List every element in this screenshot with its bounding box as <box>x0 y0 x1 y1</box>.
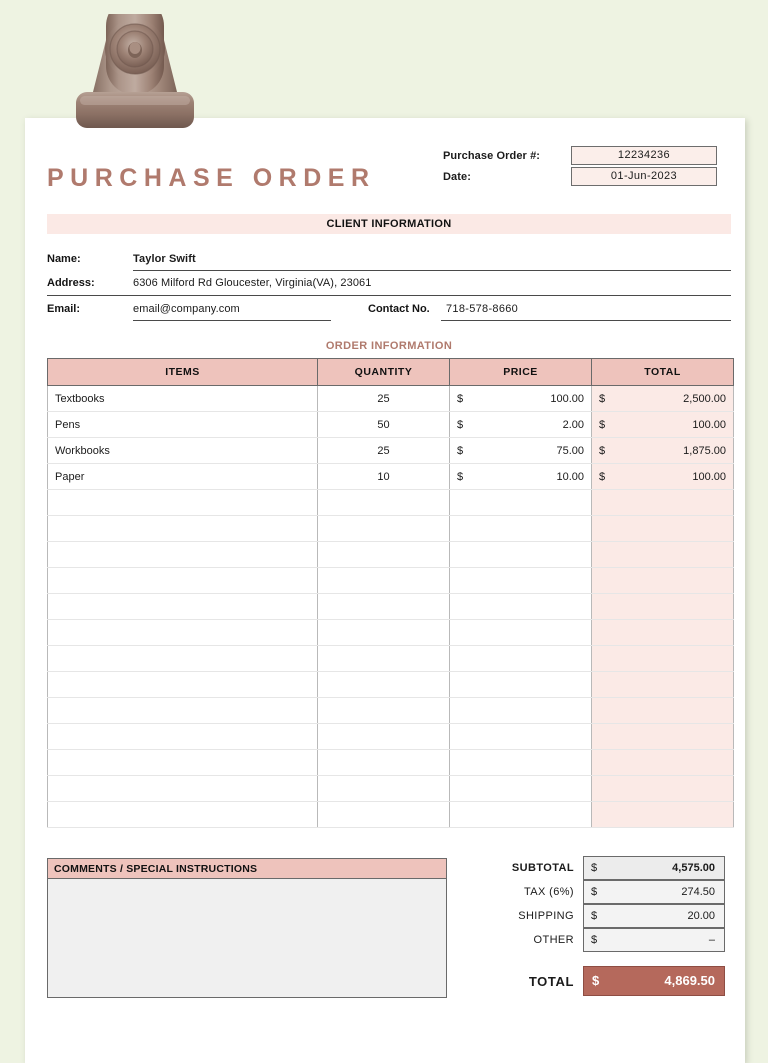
cell-total[interactable] <box>592 620 734 646</box>
cell-item[interactable] <box>48 542 318 568</box>
cell-price[interactable] <box>450 516 592 542</box>
order-items-body <box>48 386 734 828</box>
cell-total[interactable] <box>592 568 734 594</box>
date-field[interactable]: 01-Jun-2023 <box>571 167 717 186</box>
cell-quantity[interactable] <box>318 698 450 724</box>
cell-item[interactable] <box>48 672 318 698</box>
price-currency: $ <box>457 418 464 431</box>
date-label: Date: <box>443 170 472 183</box>
client-email-value[interactable]: email@company.com <box>133 302 240 315</box>
shipping-field[interactable] <box>583 904 725 928</box>
cell-price[interactable] <box>450 776 592 802</box>
cell-quantity[interactable]: 10 <box>318 464 450 490</box>
cell-total[interactable] <box>592 386 734 412</box>
cell-price[interactable] <box>450 568 592 594</box>
cell-quantity[interactable] <box>318 776 450 802</box>
cell-item[interactable] <box>48 776 318 802</box>
purchase-order-number-label: Purchase Order #: <box>443 149 541 162</box>
price-value: 100.00 <box>550 392 584 405</box>
purchase-order-number-row <box>443 146 731 165</box>
comments-heading: COMMENTS / SPECIAL INSTRUCTIONS <box>48 859 446 879</box>
cell-quantity[interactable] <box>318 594 450 620</box>
client-contact-label: Contact No. <box>368 302 430 315</box>
cell-item[interactable]: Workbooks <box>48 438 318 464</box>
cell-price[interactable] <box>450 802 592 828</box>
grand-total-row <box>465 966 733 996</box>
cell-quantity[interactable] <box>318 542 450 568</box>
cell-total[interactable] <box>592 412 734 438</box>
cell-price[interactable] <box>450 386 592 412</box>
other-row <box>465 928 733 952</box>
order-information-heading: ORDER INFORMATION <box>325 340 453 352</box>
page-title: PURCHASE ORDER <box>47 164 376 192</box>
cell-price[interactable] <box>450 412 592 438</box>
client-name-value[interactable]: Taylor Swift <box>133 252 196 265</box>
cell-total[interactable] <box>592 438 734 464</box>
table-row-empty <box>48 776 734 802</box>
order-meta-block <box>443 146 731 188</box>
shipping-row <box>465 904 733 928</box>
cell-total[interactable] <box>592 724 734 750</box>
cell-total[interactable] <box>592 542 734 568</box>
totals-section <box>465 856 733 996</box>
table-row-empty <box>48 724 734 750</box>
cell-item[interactable] <box>48 698 318 724</box>
cell-total[interactable] <box>592 698 734 724</box>
tax-row <box>465 880 733 904</box>
client-address-row <box>47 271 731 296</box>
table-row-empty <box>48 646 734 672</box>
client-address-value[interactable]: 6306 Milford Rd Gloucester, Virginia(VA), 23061 <box>133 277 372 289</box>
total-currency: $ <box>599 470 606 483</box>
subtotal-field[interactable] <box>583 856 725 880</box>
cell-quantity[interactable] <box>318 802 450 828</box>
client-email-row <box>47 296 731 321</box>
clipboard-clip-icon <box>62 14 208 132</box>
cell-price[interactable] <box>450 646 592 672</box>
cell-item[interactable] <box>48 620 318 646</box>
table-row <box>48 464 734 490</box>
shipping-currency: $ <box>591 910 598 922</box>
client-email-underline <box>133 320 331 321</box>
cell-quantity[interactable]: 50 <box>318 412 450 438</box>
shipping-value: 20.00 <box>687 910 715 922</box>
price-currency: $ <box>457 470 464 483</box>
table-row-empty <box>48 802 734 828</box>
table-row-empty <box>48 698 734 724</box>
client-contact-value[interactable]: 718-578-8660 <box>446 302 519 315</box>
price-currency: $ <box>457 444 464 457</box>
column-header-total: TOTAL <box>592 359 734 386</box>
cell-item[interactable]: Paper <box>48 464 318 490</box>
cell-price[interactable] <box>450 620 592 646</box>
grand-total-value: 4,869.50 <box>664 973 715 988</box>
price-value: 75.00 <box>556 444 584 457</box>
cell-price[interactable] <box>450 698 592 724</box>
cell-price[interactable] <box>450 438 592 464</box>
client-name-label: Name: <box>47 252 81 265</box>
total-value: 1,875.00 <box>683 444 726 457</box>
table-row-empty <box>48 490 734 516</box>
client-name-row <box>47 246 731 271</box>
cell-item[interactable] <box>48 568 318 594</box>
cell-total[interactable] <box>592 802 734 828</box>
subtotal-currency: $ <box>591 862 598 874</box>
client-email-label: Email: <box>47 302 81 315</box>
price-currency: $ <box>457 392 464 405</box>
table-row-empty <box>48 594 734 620</box>
comments-input[interactable] <box>48 879 446 997</box>
cell-price[interactable] <box>450 724 592 750</box>
cell-price[interactable] <box>450 672 592 698</box>
table-row-empty <box>48 516 734 542</box>
total-currency: $ <box>599 444 606 457</box>
total-value: 100.00 <box>692 418 726 431</box>
cell-item[interactable]: Pens <box>48 412 318 438</box>
tax-label: TAX (6%) <box>523 886 574 898</box>
subtotal-value: 4,575.00 <box>672 862 715 874</box>
cell-total[interactable] <box>592 646 734 672</box>
tax-field[interactable] <box>583 880 725 904</box>
table-row-empty <box>48 620 734 646</box>
cell-total[interactable] <box>592 594 734 620</box>
grand-total-label: TOTAL <box>528 973 574 989</box>
other-value: – <box>708 934 715 946</box>
cell-item[interactable]: Textbooks <box>48 386 318 412</box>
cell-quantity[interactable] <box>318 620 450 646</box>
cell-total[interactable] <box>592 776 734 802</box>
grand-total-currency: $ <box>592 973 600 988</box>
table-row-empty <box>48 568 734 594</box>
purchase-order-number-field[interactable]: 12234236 <box>571 146 717 165</box>
comments-box <box>47 858 447 998</box>
cell-item[interactable] <box>48 516 318 542</box>
cell-quantity[interactable] <box>318 750 450 776</box>
order-items-table <box>47 358 734 828</box>
cell-item[interactable] <box>48 594 318 620</box>
cell-quantity[interactable] <box>318 646 450 672</box>
shipping-label: SHIPPING <box>518 910 574 922</box>
tax-currency: $ <box>591 886 598 898</box>
other-field[interactable] <box>583 928 725 952</box>
cell-quantity[interactable] <box>318 516 450 542</box>
table-row <box>48 386 734 412</box>
cell-total[interactable] <box>592 672 734 698</box>
client-information-heading: CLIENT INFORMATION <box>47 214 731 234</box>
table-row-empty <box>48 750 734 776</box>
date-row <box>443 167 731 186</box>
price-value: 10.00 <box>556 470 584 483</box>
cell-price[interactable] <box>450 594 592 620</box>
cell-price[interactable] <box>450 750 592 776</box>
table-row-empty <box>48 542 734 568</box>
table-row <box>48 438 734 464</box>
cell-quantity[interactable] <box>318 568 450 594</box>
cell-quantity[interactable]: 25 <box>318 438 450 464</box>
subtotal-label: SUBTOTAL <box>511 862 574 874</box>
totals-spacer <box>465 952 733 966</box>
cell-quantity[interactable] <box>318 672 450 698</box>
document-sheet <box>25 118 745 1063</box>
price-value: 2.00 <box>562 418 584 431</box>
client-address-label: Address: <box>47 277 95 289</box>
cell-total[interactable] <box>592 750 734 776</box>
cell-item[interactable] <box>48 724 318 750</box>
total-value: 100.00 <box>692 470 726 483</box>
column-header-quantity: QUANTITY <box>318 359 450 386</box>
cell-total[interactable] <box>592 464 734 490</box>
grand-total-field[interactable] <box>583 966 725 996</box>
column-header-items: ITEMS <box>48 359 318 386</box>
client-contact-underline <box>441 320 731 321</box>
total-currency: $ <box>599 392 606 405</box>
cell-price[interactable] <box>450 542 592 568</box>
cell-item[interactable] <box>48 802 318 828</box>
cell-total[interactable] <box>592 490 734 516</box>
subtotal-row <box>465 856 733 880</box>
cell-price[interactable] <box>450 490 592 516</box>
total-currency: $ <box>599 418 606 431</box>
other-label: OTHER <box>533 934 574 946</box>
cell-quantity[interactable] <box>318 724 450 750</box>
cell-item[interactable] <box>48 490 318 516</box>
cell-item[interactable] <box>48 750 318 776</box>
column-header-price: PRICE <box>450 359 592 386</box>
cell-item[interactable] <box>48 646 318 672</box>
cell-total[interactable] <box>592 516 734 542</box>
total-value: 2,500.00 <box>683 392 726 405</box>
tax-value: 274.50 <box>681 886 715 898</box>
cell-quantity[interactable] <box>318 490 450 516</box>
cell-quantity[interactable]: 25 <box>318 386 450 412</box>
table-row-empty <box>48 672 734 698</box>
cell-price[interactable] <box>450 464 592 490</box>
table-row <box>48 412 734 438</box>
client-information-section <box>47 246 731 321</box>
table-header-row <box>48 359 734 386</box>
other-currency: $ <box>591 934 598 946</box>
